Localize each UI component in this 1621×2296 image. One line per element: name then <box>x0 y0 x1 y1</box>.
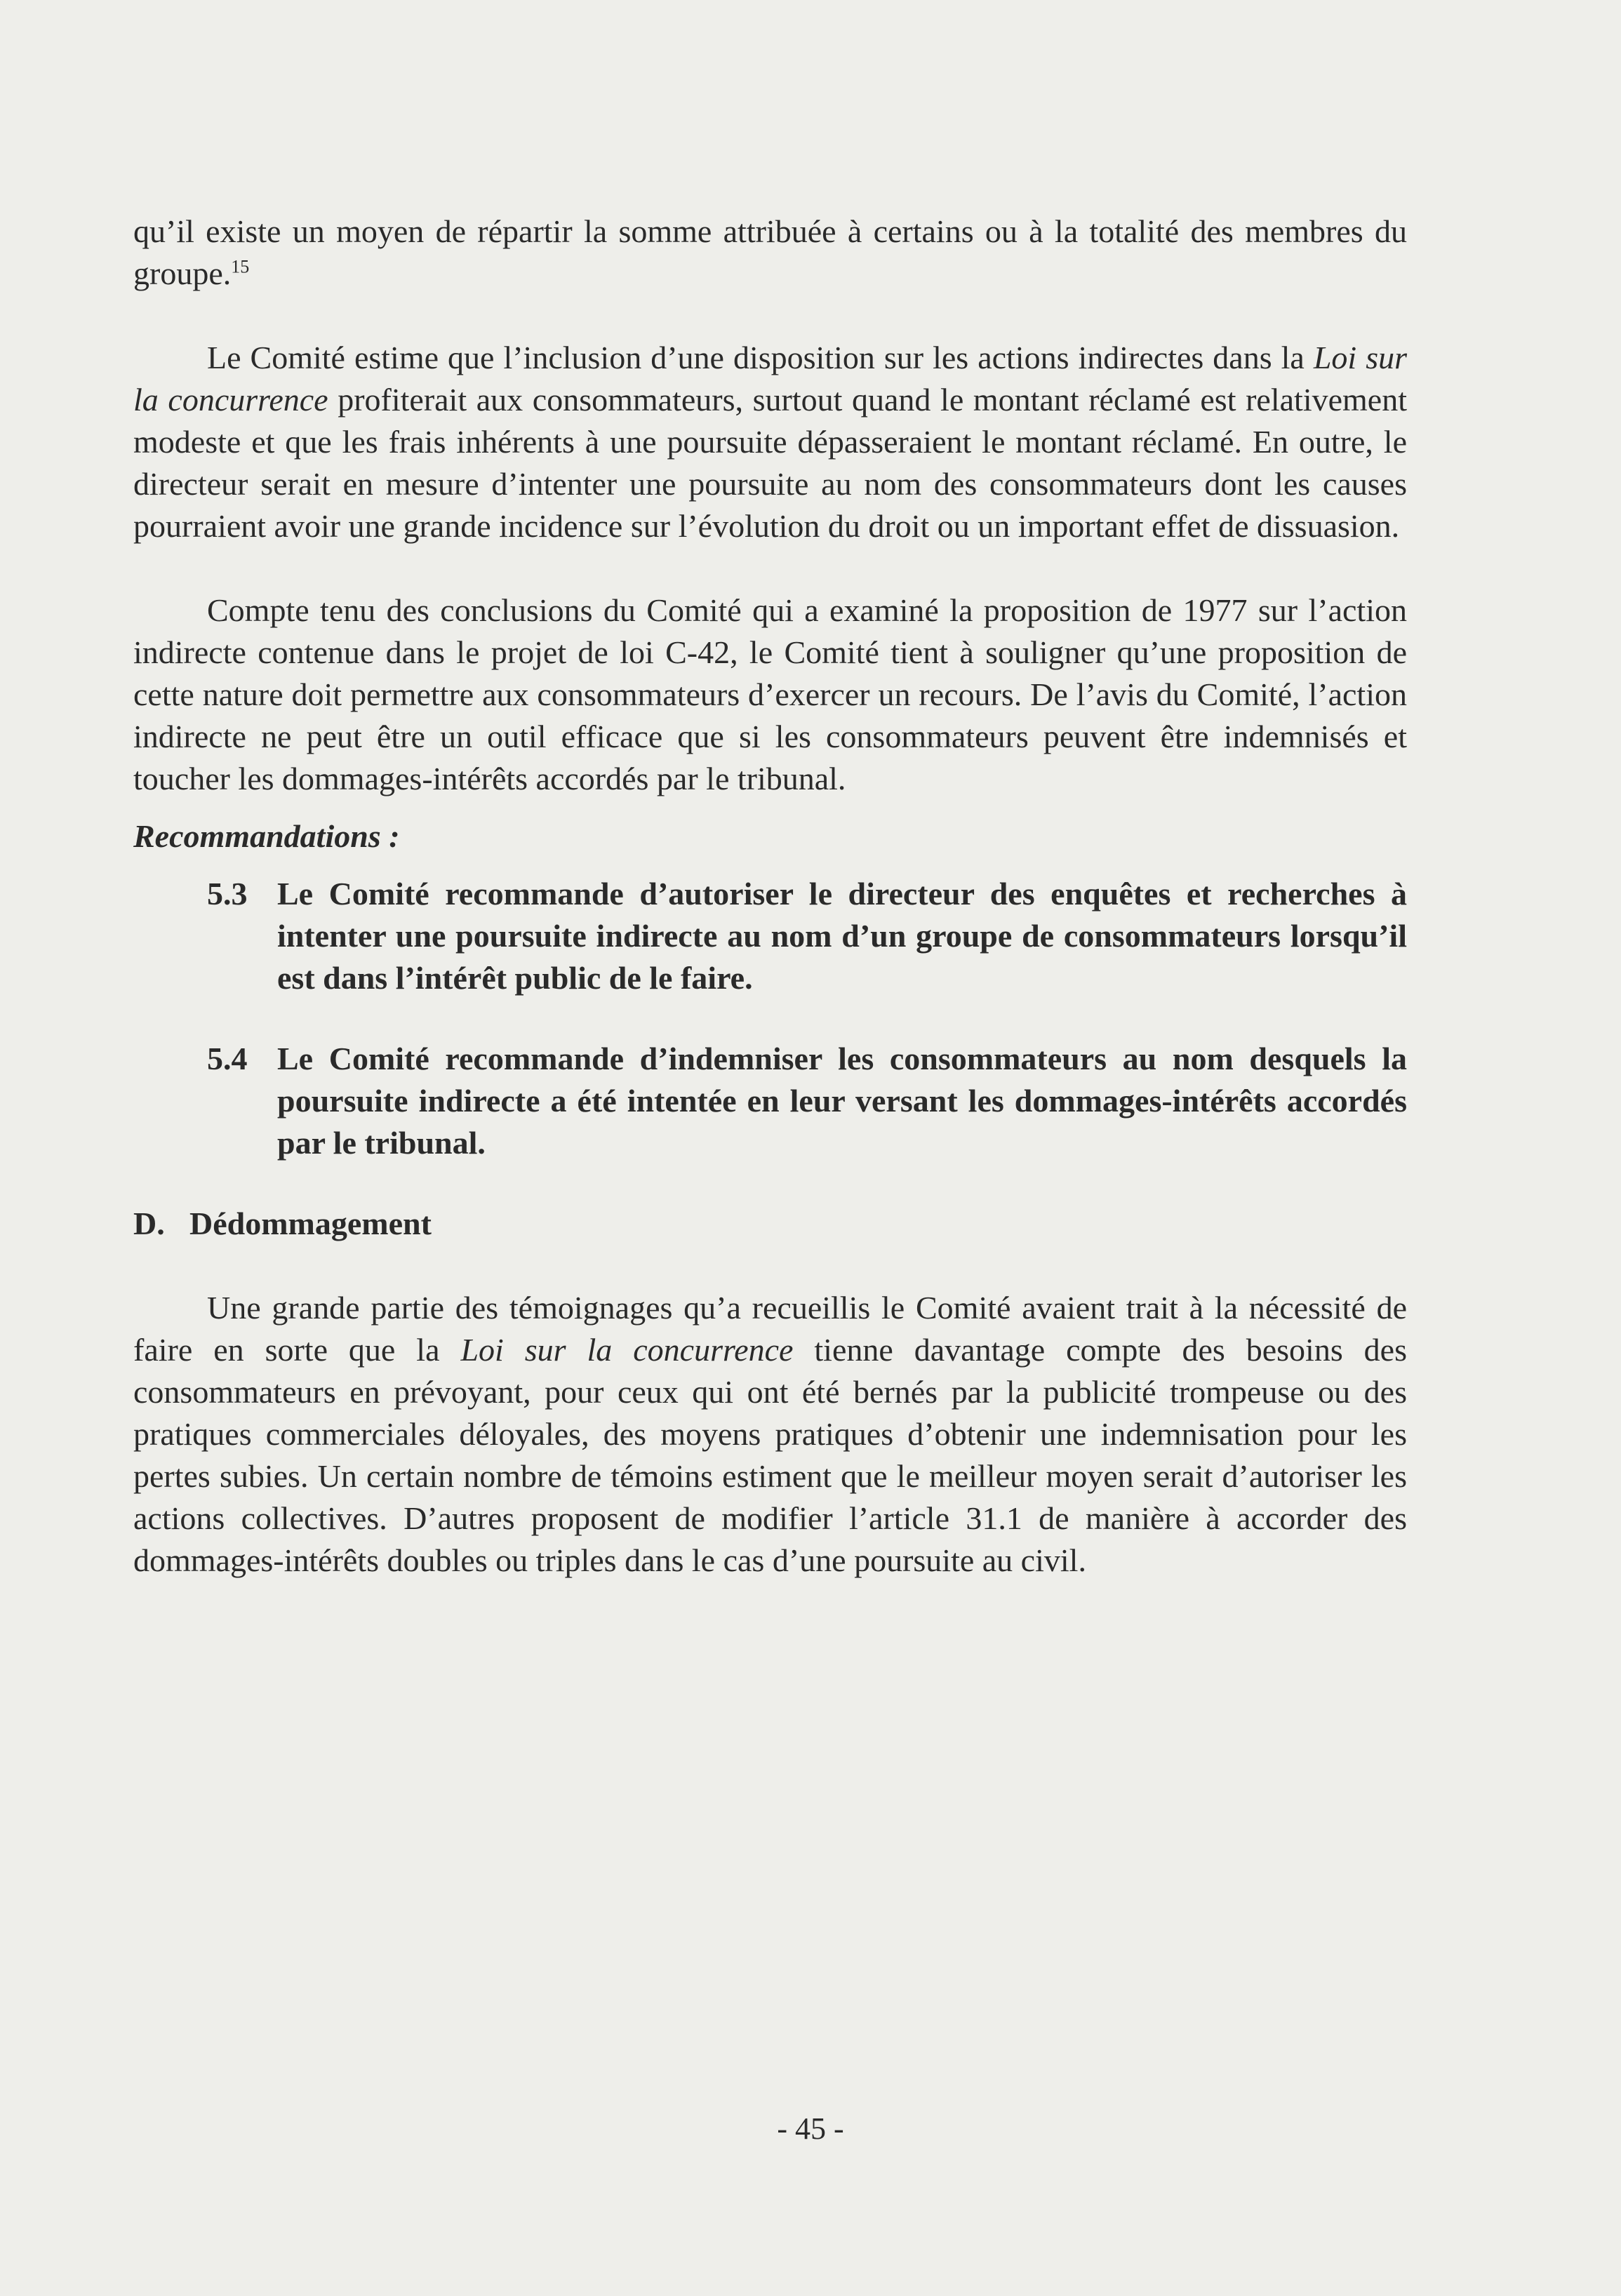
section-heading <box>133 1203 1407 1245</box>
recommendation-item <box>133 1038 1407 1164</box>
paragraph-continuation <box>133 211 1407 295</box>
recommendation-item <box>133 873 1407 999</box>
section-title: Dédommagement <box>189 1206 432 1241</box>
paragraph-bill-c42: Compte tenu des conclusions du Comité qui a examiné la proposition de 1977 sur l’action indirecte contenue dans le projet de loi C-42, le Comité tient à souligner qu’une proposition de cette nature doit permettre aux consommateurs d’exercer un recours. De l’avis du Comité, l’action indirecte ne peut être un outil efficace que si les consommateurs peuvent être indemnisés et toucher les dommages-intérêts accordés par le tribunal. <box>133 592 1407 796</box>
paragraph-compensation <box>133 1287 1407 1582</box>
law-title: Loi sur la concurrence <box>133 340 1407 418</box>
paragraph-text: profiterait aux consommateurs, surtout quand le montant réclamé est relativement modeste et que les frais inhérents à une poursuite dépasseraient le montant réclamé. En outre, le directeur serait en mesure d’intenter une poursuite au nom des consommateurs dont les causes pourraient avoir une grande incidence sur l’évolution du droit ou un important effet de dissuasion. <box>133 382 1407 544</box>
footnote-marker[interactable]: 15 <box>231 256 250 277</box>
paragraph-text: qu’il existe un moyen de répartir la somme attribuée à certains ou à la totalité des membres du groupe. <box>133 213 1407 291</box>
recommendation-number: 5.3 <box>207 876 248 912</box>
recommendation-text: Le Comité recommande d’autoriser le directeur des enquêtes et recherches à intenter une poursuite indirecte au nom d’un groupe de consommateurs lorsqu’il est dans l’intérêt public de le faire. <box>277 876 1407 996</box>
page-number: - 45 - <box>777 2111 844 2146</box>
page-body <box>133 211 1407 1582</box>
recommendation-number: 5.4 <box>207 1041 248 1076</box>
recommendation-text: Le Comité recommande d’indemniser les consommateurs au nom desquels la poursuite indirecte a été intentée en leur versant les dommages-intérêts accordés par le tribunal. <box>277 1041 1407 1161</box>
paragraph-text: Le Comité estime que l’inclusion d’une disposition sur les actions indirectes dans la <box>207 340 1314 375</box>
law-title: Loi sur la concurrence <box>460 1332 794 1368</box>
section-letter: D. <box>133 1206 165 1241</box>
paragraph-indirect-actions <box>133 337 1407 547</box>
paragraph-text: tienne davantage compte des besoins des consommateurs en prévoyant, pour ceux qui ont été bernés par la publicité trompeuse ou des pratiques commerciales déloyales, des moyens pratiques d’obtenir une indemnisation pour les pertes subies. Un certain nombre de témoins estiment que le meilleur moyen serait d’autoriser les actions collectives. D’autres proposent de modifier l’article 31.1 de manière à accorder des dommages-intérêts doubles ou triples dans le cas d’une poursuite au civil. <box>133 1332 1408 1578</box>
paragraph-text: Une grande partie des témoignages qu’a recueillis le Comité avaient trait à la nécessité de faire en sorte que la <box>133 1290 1407 1368</box>
recommendations-heading: Recommandations : <box>133 818 400 854</box>
